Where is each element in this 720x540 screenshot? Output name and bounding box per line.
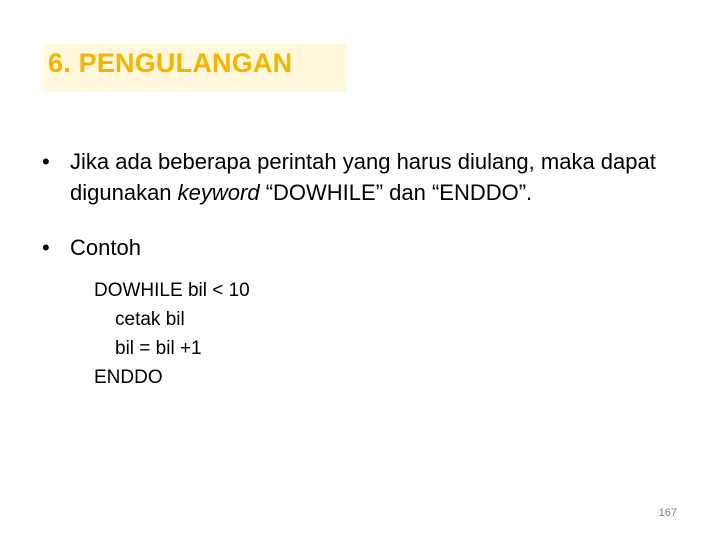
code-line: bil = bil +1 (115, 338, 202, 359)
code-line: ENDDO (94, 367, 163, 388)
keyword-italic: keyword (177, 180, 260, 205)
bullet-item-example (34, 232, 694, 263)
bullet-marker: • (42, 149, 50, 174)
bullet-text: Contoh (70, 235, 141, 260)
page-number: 167 (658, 507, 677, 519)
slide-title: 6. PENGULANGAN (48, 48, 293, 78)
bullet-text-part: “DOWHILE” dan “ENDDO”. (259, 180, 533, 205)
bullet-text-part: Jika ada beberapa perintah yang harus diulang, maka dapat digunakan (70, 149, 656, 205)
bullet-text (70, 149, 656, 205)
pseudocode-example (94, 276, 250, 392)
bullet-list (34, 146, 694, 263)
code-line: DOWHILE bil < 10 (94, 280, 250, 301)
code-line: cetak bil (115, 309, 185, 330)
bullet-item-description (34, 146, 694, 208)
bullet-marker: • (42, 235, 50, 260)
